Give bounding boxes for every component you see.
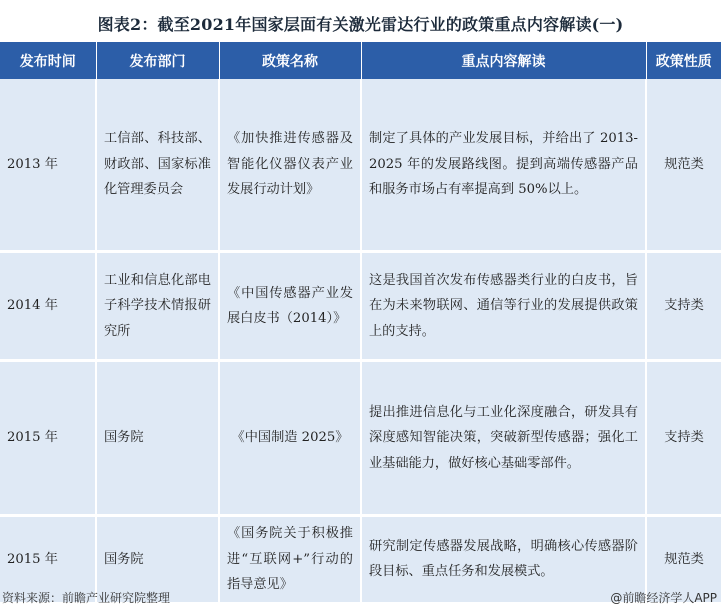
header-department: 发布部门 <box>96 42 219 79</box>
cell-policy: 《中国传感器产业发展白皮书（2014）》 <box>219 252 361 361</box>
cell-nature: 规范类 <box>646 516 721 604</box>
cell-content: 研究制定传感器发展战略，明确核心传感器阶段目标、重点任务和发展模式。 <box>361 516 646 604</box>
cell-time: 2014 年 <box>0 252 96 361</box>
table-header-row <box>0 42 721 79</box>
source-note: 资料来源：前瞻产业研究院整理 <box>2 591 171 605</box>
cell-time: 2015 年 <box>0 361 96 516</box>
cell-content: 这是我国首次发布传感器类行业的白皮书，旨在为未来物联网、通信等行业的发展提供政策上的支持。 <box>361 252 646 361</box>
cell-time: 2015 年 <box>0 516 96 604</box>
table-row <box>0 252 721 361</box>
cell-time: 2013 年 <box>0 79 96 252</box>
cell-department: 国务院 <box>96 516 219 604</box>
header-policy: 政策名称 <box>219 42 361 79</box>
cell-content: 提出推进信息化与工业化深度融合，研发具有深度感知智能决策，突破新型传感器；强化工业基础能力，做好核心基础零部件。 <box>361 361 646 516</box>
table-row <box>0 79 721 252</box>
policy-table <box>0 42 721 605</box>
cell-department: 国务院 <box>96 361 219 516</box>
cell-policy: 《加快推进传感器及智能化仪器仪表产业发展行动计划》 <box>219 79 361 252</box>
cell-nature: 支持类 <box>646 361 721 516</box>
cell-policy: 《中国制造 2025》 <box>219 361 361 516</box>
header-nature: 政策性质 <box>646 42 721 79</box>
cell-department: 工信部、科技部、财政部、国家标准化管理委员会 <box>96 79 219 252</box>
cell-nature: 规范类 <box>646 79 721 252</box>
header-content: 重点内容解读 <box>361 42 646 79</box>
cell-department: 工业和信息化部电子科学技术情报研究所 <box>96 252 219 361</box>
cell-content: 制定了具体的产业发展目标，并给出了 2013-2025 年的发展路线图。提到高端传感器产品和服务市场占有率提高到 50%以上。 <box>361 79 646 252</box>
credit-note: @前瞻经济学人APP <box>610 591 717 605</box>
chart-title: 图表2：截至2021年国家层面有关激光雷达行业的政策重点内容解读(一) <box>97 15 624 34</box>
header-time: 发布时间 <box>0 42 96 79</box>
table-row <box>0 361 721 516</box>
cell-nature: 支持类 <box>646 252 721 361</box>
cell-policy: 《国务院关于积极推进“互联网+”行动的指导意见》 <box>219 516 361 604</box>
